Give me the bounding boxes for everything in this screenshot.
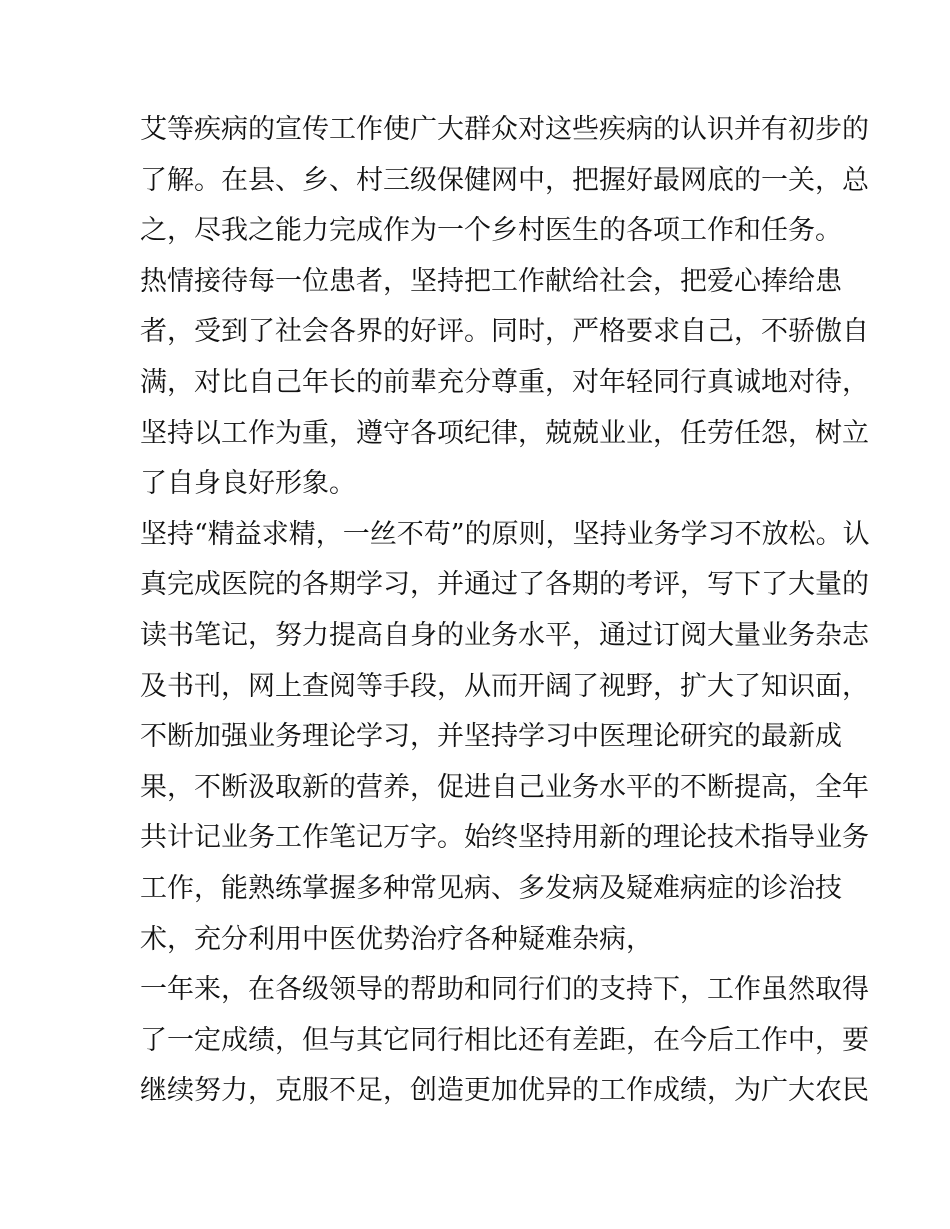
text-line: 坚持“精益求精，一丝不苟”的原则，坚持业务学习不放松。认	[140, 518, 870, 550]
text-line: 满，对比自己年长的前辈充分尊重，对年轻同行真诚地对待，	[140, 366, 869, 398]
document-page	[140, 105, 870, 1117]
text-line: 术，充分利用中医优势治疗各种疑难杂病，	[140, 923, 653, 955]
text-line: 一年来，在各级领导的帮助和同行们的支持下，工作虽然取得	[140, 974, 869, 1006]
text-line: 继续努力，克服不足，创造更加优异的工作成绩，为广大农民	[140, 1075, 869, 1107]
text-line: 坚持以工作为重，遵守各项纪律，兢兢业业，任劳任怨，树立	[140, 417, 869, 449]
text-line: 艾等疾病的宣传工作使广大群众对这些疾病的认识并有初步的	[140, 114, 869, 145]
text-line: 及书刊，网上查阅等手段，从而开阔了视野，扩大了知识面，	[140, 670, 869, 702]
text-line: 读书笔记，努力提高自身的业务水平，通过订阅大量业务杂志	[140, 619, 869, 651]
text-line: 果，不断汲取新的营养，促进自己业务水平的不断提高，全年	[140, 771, 869, 803]
text-line: 了自身良好形象。	[140, 468, 356, 500]
text-line: 共计记业务工作笔记万字。始终坚持用新的理论技术指导业务	[140, 822, 869, 854]
text-line: 真完成医院的各期学习，并通过了各期的考评，写下了大量的	[140, 569, 869, 601]
text-line: 了解。在县、乡、村三级保健网中，把握好最网底的一关，总	[140, 164, 869, 196]
text-line: 之，尽我之能力完成作为一个乡村医生的各项工作和任务。	[140, 215, 842, 247]
text-line: 热情接待每一位患者，坚持把工作献给社会，把爱心捧给患	[140, 265, 842, 297]
text-line: 者，受到了社会各界的好评。同时，严格要求自己，不骄傲自	[140, 316, 869, 348]
text-line: 了一定成绩，但与其它同行相比还有差距，在今后工作中，要	[140, 1024, 869, 1056]
text-line: 工作，能熟练掌握多种常见病、多发病及疑难病症的诊治技	[140, 872, 842, 904]
text-line: 不断加强业务理论学习，并坚持学习中医理论研究的最新成	[140, 721, 842, 753]
